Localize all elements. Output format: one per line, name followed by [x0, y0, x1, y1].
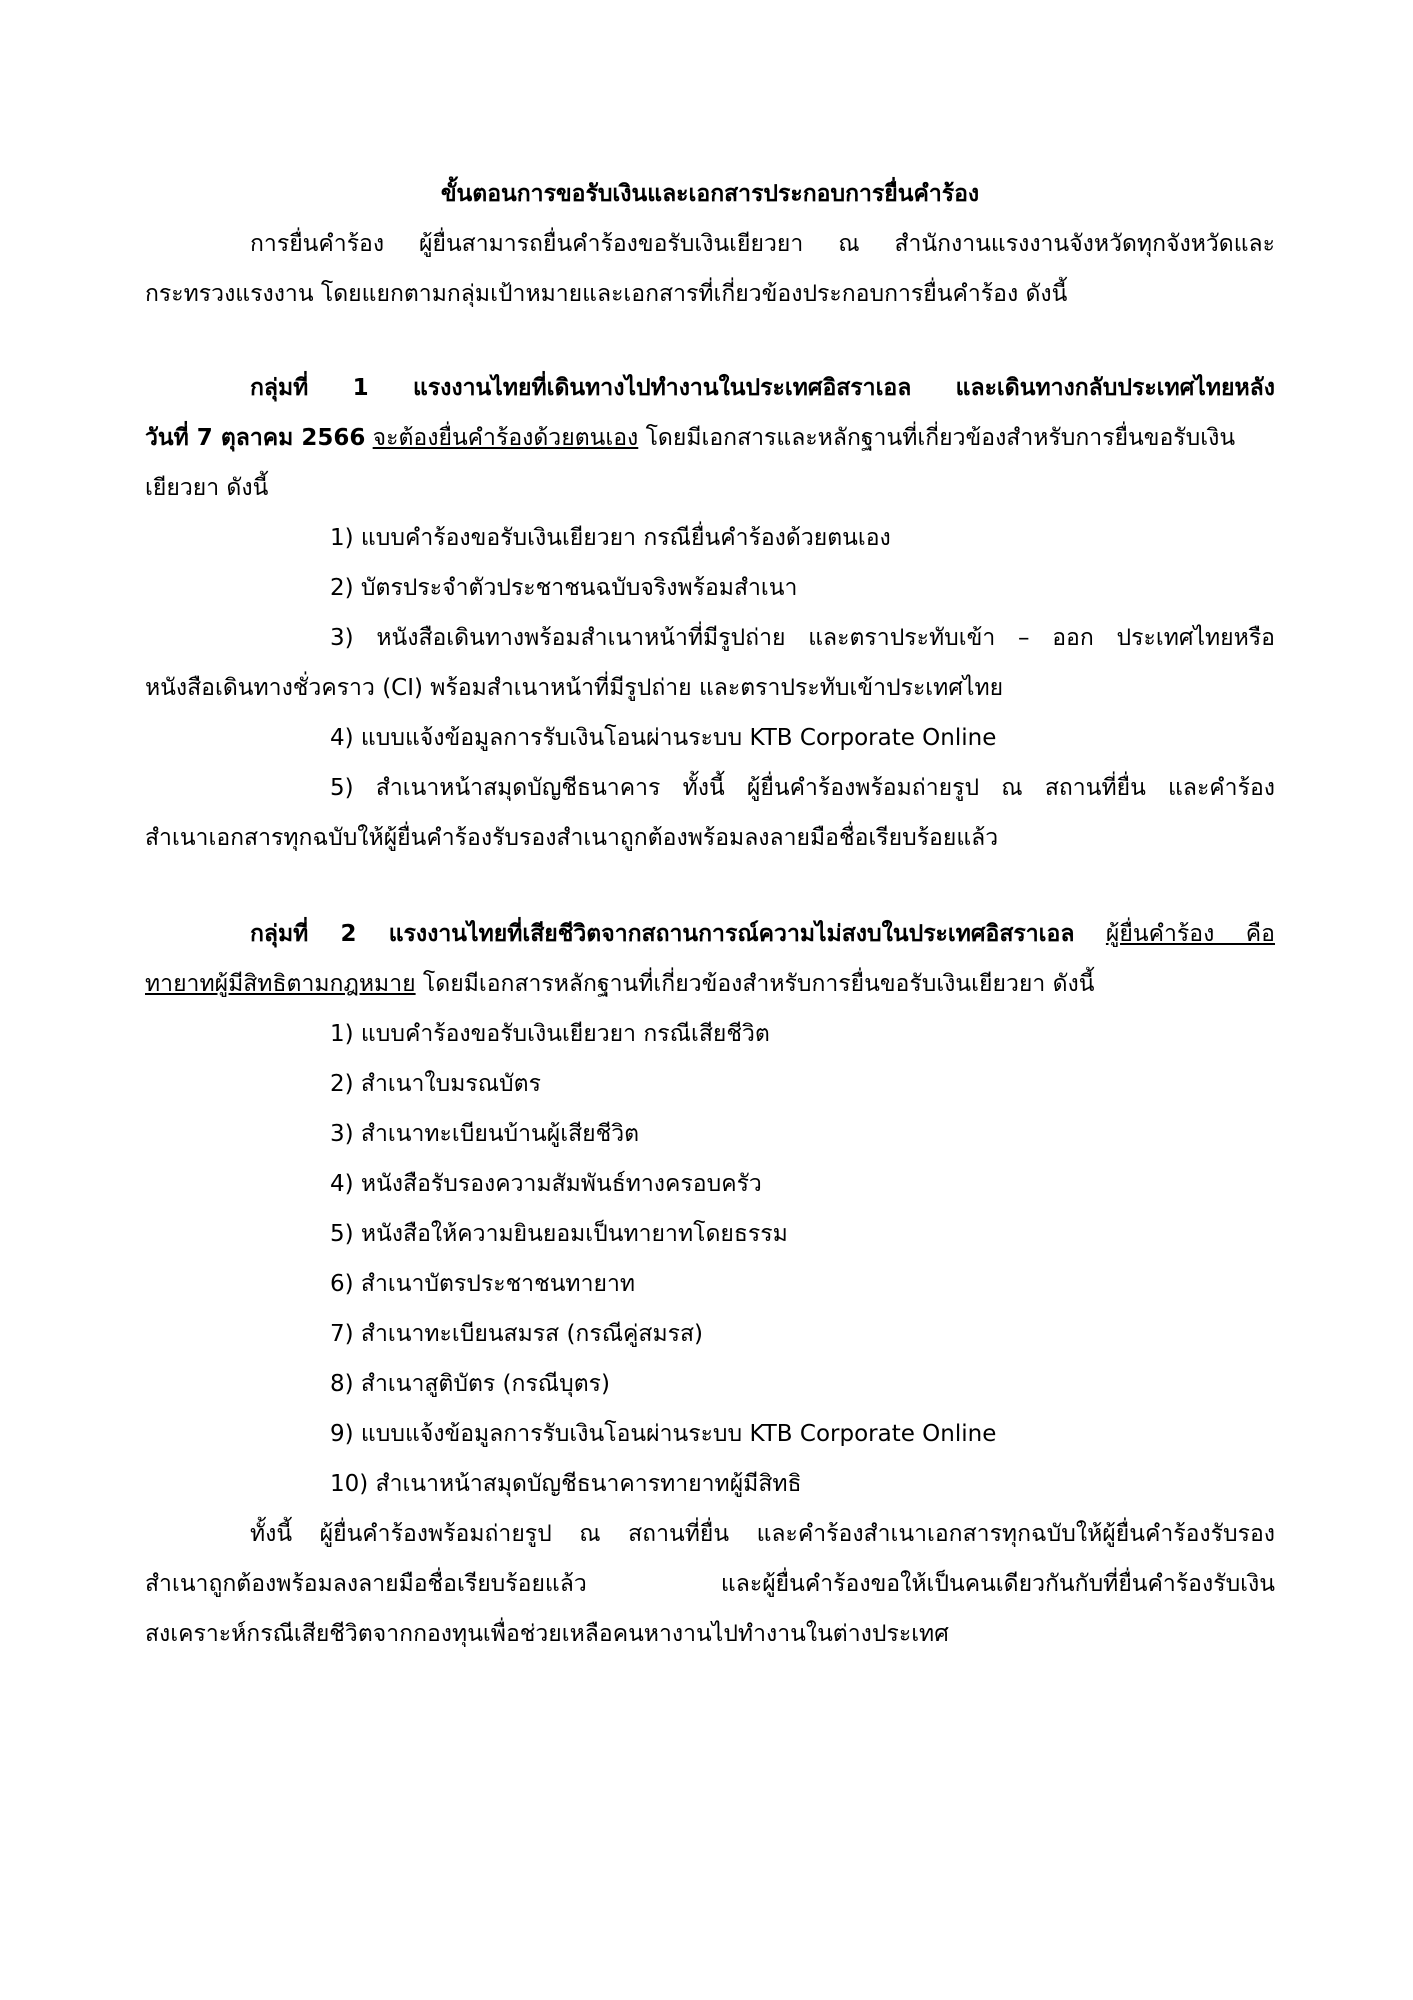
- group1-date: วันที่ 7 ตุลาคม 2566: [145, 425, 366, 451]
- group1-heading-line-1: กลุ่มที่ 1 แรงงานไทยที่เดินทางไปทำงานในประเทศอิสราเอล และเดินทางกลับประเทศไทยหลัง: [250, 375, 1275, 401]
- page-title: ขั้นตอนการขอรับเงินและเอกสารประกอบการยื่นคำร้อง: [440, 181, 980, 207]
- group2-heading-rest: โดยมีเอกสารหลักฐานที่เกี่ยวข้องสำหรับการยื่นขอรับเงินเยียวยา ดังนี้: [422, 971, 1095, 997]
- group1-heading-line-2: [145, 422, 1275, 454]
- group1-item: 2) บัตรประจำตัวประชาชนฉบับจริงพร้อมสำเนา: [330, 575, 798, 601]
- group2-item: 5) หนังสือให้ความยินยอมเป็นทายาทโดยธรรม: [330, 1221, 788, 1247]
- group2-item: 10) สำเนาหน้าสมุดบัญชีธนาคารทายาทผู้มีสิทธิ: [330, 1471, 802, 1497]
- group2-item: 2) สำเนาใบมรณบัตร: [330, 1071, 541, 1097]
- group1-item: 3) หนังสือเดินทางพร้อมสำเนาหน้าที่มีรูปถ่าย และตราประทับเข้า – ออก ประเทศไทยหรือ: [330, 625, 1275, 651]
- group2-item: 3) สำเนาทะเบียนบ้านผู้เสียชีวิต: [330, 1121, 640, 1147]
- intro-line-2: กระทรวงแรงงาน โดยแยกตามกลุ่มเป้าหมายและเอกสารที่เกี่ยวข้องประกอบการยื่นคำร้อง ดังนี้: [145, 281, 1068, 307]
- group2-note-line-1: ทั้งนี้ ผู้ยื่นคำร้องพร้อมถ่ายรูป ณ สถานที่ยื่น และคำร้องสำเนาเอกสารทุกฉบับให้ผู้ยื่นคำร้องรับรอง: [250, 1521, 1275, 1547]
- group2-heir: ทายาทผู้มีสิทธิตามกฎหมาย: [145, 971, 416, 997]
- group2-item: 9) แบบแจ้งข้อมูลการรับเงินโอนผ่านระบบ KTB Corporate Online: [330, 1421, 997, 1447]
- group1-item-continuation: สำเนาเอกสารทุกฉบับให้ผู้ยื่นคำร้องรับรองสำเนาถูกต้องพร้อมลงลายมือชื่อเรียบร้อยแล้ว: [145, 825, 999, 851]
- group2-heading-line-1: [250, 918, 1275, 950]
- group2-item: 4) หนังสือรับรองความสัมพันธ์ทางครอบครัว: [330, 1171, 762, 1197]
- group1-requirement: จะต้องยื่นคำร้องด้วยตนเอง: [372, 425, 639, 451]
- group2-note-line-3: สงเคราะห์กรณีเสียชีวิตจากกองทุนเพื่อช่วยเหลือคนหางานไปทำงานในต่างประเทศ: [145, 1621, 949, 1647]
- group1-item: 5) สำเนาหน้าสมุดบัญชีธนาคาร ทั้งนี้ ผู้ยื่นคำร้องพร้อมถ่ายรูป ณ สถานที่ยื่น และคำร้อง: [330, 775, 1275, 801]
- group2-heading: กลุ่มที่ 2 แรงงานไทยที่เสียชีวิตจากสถานการณ์ความไม่สงบในประเทศอิสราเอล: [250, 921, 1075, 947]
- group2-item: 6) สำเนาบัตรประชาชนทายาท: [330, 1271, 636, 1297]
- group1-item-continuation: หนังสือเดินทางชั่วคราว (CI) พร้อมสำเนาหน้าที่มีรูปถ่าย และตราประทับเข้าประเทศไทย: [145, 675, 1004, 701]
- group2-note-line-2: สำเนาถูกต้องพร้อมลงลายมือชื่อเรียบร้อยแล้ว และผู้ยื่นคำร้องขอให้เป็นคนเดียวกันกับที่ยื่นคำร้องรับเงิน: [145, 1571, 1275, 1597]
- group2-item: 8) สำเนาสูติบัตร (กรณีบุตร): [330, 1371, 610, 1397]
- intro-line-1: การยื่นคำร้อง ผู้ยื่นสามารถยื่นคำร้องขอรับเงินเยียวยา ณ สำนักงานแรงงานจังหวัดทุกจังหวัดและ: [250, 231, 1275, 257]
- group2-heading-line-2: [145, 968, 1275, 1000]
- group2-applicant: ผู้ยื่นคำร้อง คือ: [1105, 921, 1275, 947]
- group1-item: 1) แบบคำร้องขอรับเงินเยียวยา กรณียื่นคำร้องด้วยตนเอง: [330, 525, 891, 551]
- group2-item: 7) สำเนาทะเบียนสมรส (กรณีคู่สมรส): [330, 1321, 703, 1347]
- group2-item: 1) แบบคำร้องขอรับเงินเยียวยา กรณีเสียชีวิต: [330, 1021, 770, 1047]
- group1-item: 4) แบบแจ้งข้อมูลการรับเงินโอนผ่านระบบ KTB Corporate Online: [330, 725, 997, 751]
- group1-heading-line-3: เยียวยา ดังนี้: [145, 475, 269, 501]
- group1-heading-rest: โดยมีเอกสารและหลักฐานที่เกี่ยวข้องสำหรับการยื่นขอรับเงิน: [645, 425, 1236, 451]
